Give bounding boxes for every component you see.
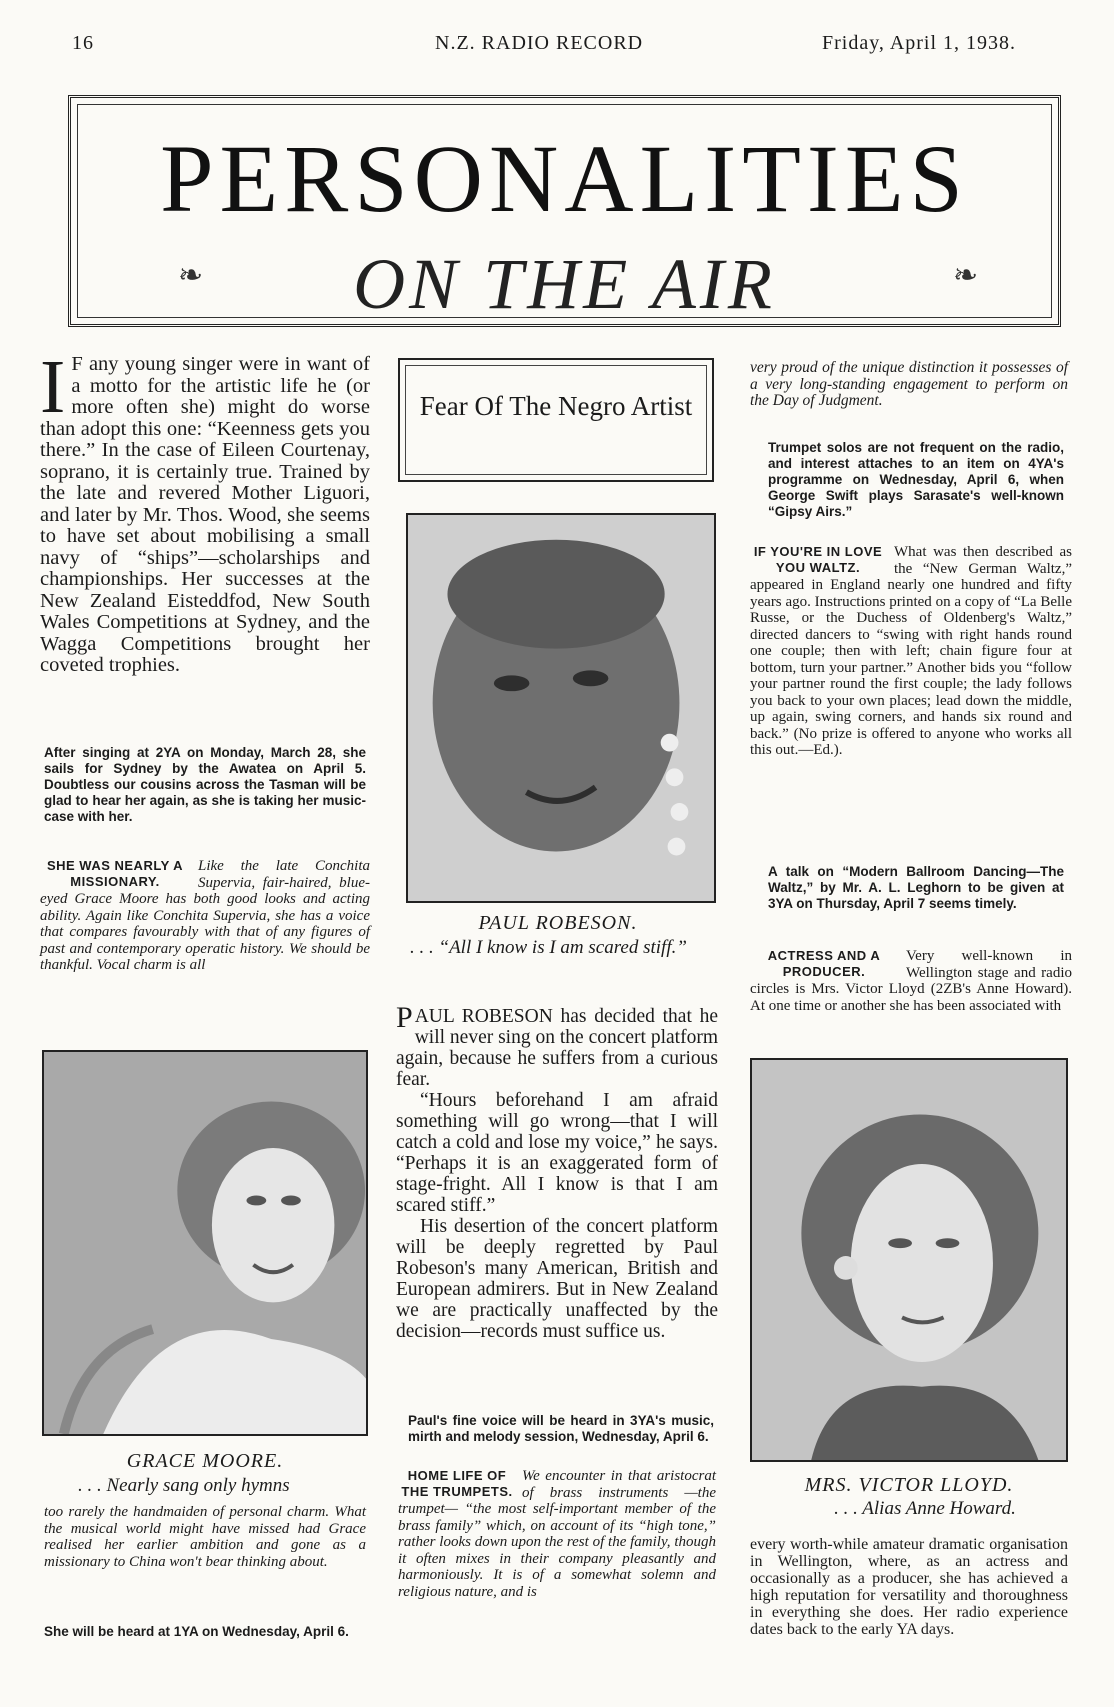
side-heading-trumpets: HOME LIFE OF THE TRUMPETS. [401, 1468, 513, 1499]
title-banner [68, 95, 1061, 327]
side-heading-missionary: SHE WAS NEARLY A MISSIONARY. [46, 858, 184, 889]
trumpets-text: We encounter in that aristocrat of brass instruments —the trumpet— “the most self-important member of the brass family” which, on account of its “high tone,” rather looks down upon the rest of the family, though it often mixes in their company pleasantly and harmoniously. It is of a somewhat solemn and religious nature, and is [398, 1468, 716, 1600]
mrs-victor-lloyd-photo [750, 1058, 1068, 1462]
robeson-heading-text: Fear Of The Negro Artist [405, 365, 707, 475]
robeson-subcaption: . . . “All I know is I am scared stiff.” [410, 937, 687, 958]
robeson-lead-text: AUL ROBESON has decided that he will never sing on the concert platform again, because he suffers from a curious fear. [396, 1006, 718, 1090]
banner-title: PERSONALITIES [160, 125, 969, 232]
page-number: 16 [72, 32, 94, 54]
victor-lloyd-subcaption: . . . Alias Anne Howard. [834, 1498, 1016, 1519]
eileen-courtenay-note: After singing at 2YA on Monday, March 28, she sails for Sydney by the Awatea on April 5. Doubtless our cousins across the Tasman will be glad to hear her again, as she is taking her music-case with her. [44, 745, 366, 824]
grace-moore-text: Like the late Conchita Supervia, fair-haired, blue-eyed Grace Moore has both good looks and acting ability. Again like Conchita Supervia, she has a voice that compares favourably with that of any figures of past and contemporary operatic history. We should be thankful. Vocal charm is all [40, 858, 370, 973]
trumpet-solo-note: Trumpet solos are not frequent on the radio, and interest attaches to an item on 4YA's programme on Wednesday, April 6, when George Swift plays Sarasate's well-known “Gipsy Airs.” [768, 440, 1064, 519]
robeson-drop-cap: P [396, 1001, 413, 1034]
ornament-left-icon: ❧ [178, 259, 204, 292]
side-heading-actress: ACTRESS AND A PRODUCER. [767, 948, 881, 979]
grace-moore-subcaption: . . . Nearly sang only hymns [78, 1475, 290, 1496]
banner-frame [77, 104, 1052, 324]
robeson-para-3: His desertion of the concert platform will be deeply regretted by Paul Robeson's many American, British and European admirers. But in New Zealand we are practically unaffected by the decision—records must suffice us. [396, 1216, 718, 1342]
anne-howard-article [750, 948, 1072, 1014]
grace-moore-broadcast-note: She will be heard at 1YA on Wednesday, April 6. [44, 1624, 349, 1639]
robeson-caption: PAUL ROBESON. [478, 912, 638, 934]
paul-robeson-photo [406, 513, 716, 903]
grace-moore-photo [42, 1050, 368, 1436]
side-heading-waltz: IF YOU'RE IN LOVE YOU WALTZ. [753, 544, 883, 575]
trumpets-article [398, 1468, 716, 1600]
banner-subtitle: ON THE AIR [353, 244, 776, 324]
robeson-broadcast-note: Paul's fine voice will be heard in 3YA's music, mirth and melody session, Wednesday, April 6. [408, 1413, 714, 1444]
waltz-text: What was then described as the “New German Waltz,” appeared in England nearly one hundred and fifty years ago. Instructions printed on a copy of “La Belle Russe, or the Duchess of Oldenberg's Waltz,” directed dancers to “swing with right hands round one couple; then with left; chain figure four at bottom, turn your partner.” Another bids you “follow your partner round the first couple; the lady follows you back to your own places; lead down the middle, up again, swing corners, and hands six round and back.” (No prize is offered to anyone who works all this out.—Ed.). [750, 544, 1072, 758]
article-lead-text: F any young singer were in want of a motto for the artistic life he (or more often she) might do worse than adopt this one: “Keenness gets you there.” In the case of Eileen Courtenay, soprano, it is certainly true. Trained by the late and revered Mother Liguori, and later by Mr. Thos. Wood, she seems to have set about mobilising a small navy of “ships”—scholarships and championships. Her successes at the New Zealand Eisteddfod, New South Wales Competitions at Sydney, and the Wagga Competitions brought her coveted trophies. [40, 353, 370, 676]
trumpets-continued: very proud of the unique distinction it possesses of a very long-standing engagement to perform on the Day of Judgment. [750, 359, 1068, 409]
issue-date: Friday, April 1, 1938. [822, 32, 1017, 54]
robeson-box-heading [398, 358, 714, 482]
drop-cap: I [40, 345, 66, 429]
grace-moore-caption: GRACE MOORE. [126, 1450, 284, 1472]
robeson-article [396, 1001, 718, 1342]
grace-moore-continued: too rarely the handmaiden of personal charm. What the musical world might have missed had Grace realised her earlier ambition and gone as a missionary to China won't bear thinking about. [44, 1504, 366, 1570]
ornament-right-icon: ❧ [953, 259, 979, 292]
publication-name: N.Z. RADIO RECORD [435, 32, 644, 54]
anne-howard-text: Very well-known in Wellington stage and radio circles is Mrs. Victor Lloyd (2ZB's Anne Howard). At one time or another she has been associated with [750, 948, 1072, 1014]
eileen-courtenay-article [40, 345, 370, 677]
waltz-article [750, 544, 1072, 759]
grace-moore-article [40, 858, 370, 974]
victor-lloyd-caption: MRS. VICTOR LLOYD. [804, 1474, 1014, 1496]
robeson-para-2: “Hours beforehand I am afraid something will go wrong—that I will catch a cold and lose my voice,” he says. “Perhaps it is an exaggerated form of stage-fright. All I know is that I am scared stiff.” [396, 1090, 718, 1216]
anne-howard-continued: every worth-while amateur dramatic organisation in Wellington, where, as an actress and occasionally as a producer, she has achieved a high reputation for versatility and thoroughness in everything she does. Her radio experience dates back to the early YA days. [750, 1536, 1068, 1638]
ballroom-talk-note: A talk on “Modern Ballroom Dancing—The Waltz,” by Mr. A. L. Leghorn to be given at 3YA on Thursday, April 7 seems timely. [768, 864, 1064, 911]
